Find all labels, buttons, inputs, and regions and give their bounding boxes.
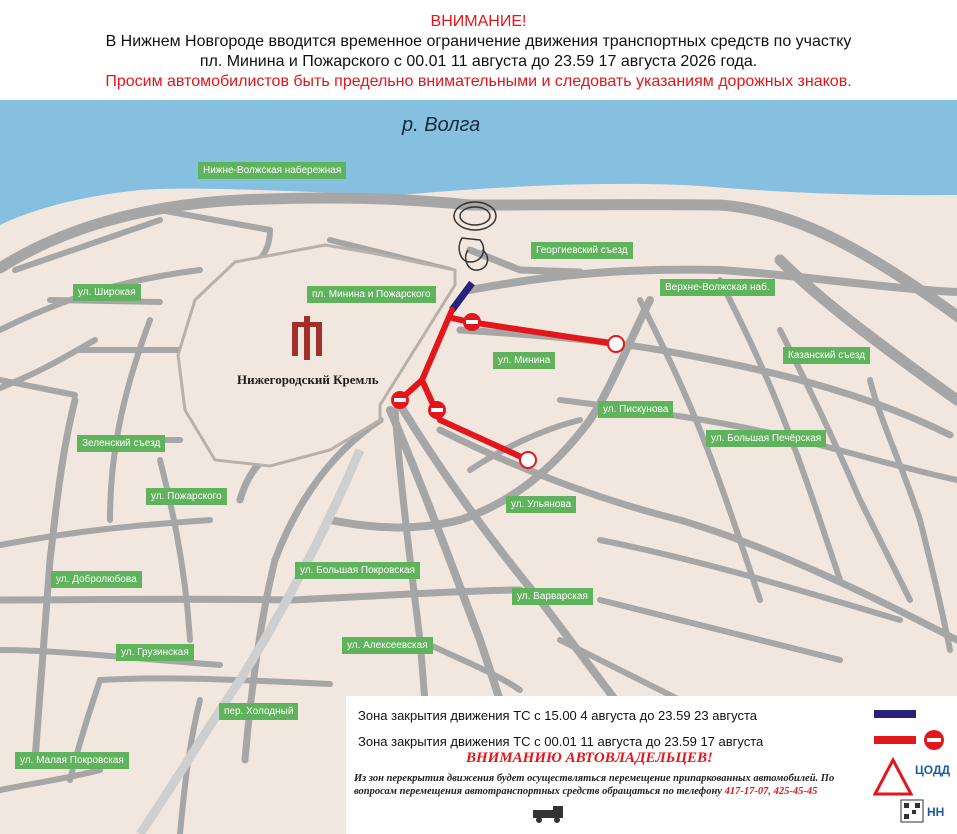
street-label: ул. Пожарского (146, 488, 227, 505)
street-label: Казанский съезд (783, 347, 870, 364)
street-label: ул. Широкая (73, 284, 141, 301)
codd-logo (873, 754, 951, 830)
street-label: ул. Пискунова (598, 401, 673, 418)
phone-numbers: 417-17-07, 425-45-45 (724, 786, 818, 797)
street-label: ул. Большая Покровская (295, 562, 420, 579)
notice-warning-line: Просим автомобилистов быть предельно внимательными и следовать указаниям дорожных знаков. (105, 73, 852, 90)
kremlin-label: Нижегородский Кремль (237, 372, 379, 387)
road (600, 600, 840, 660)
street-label: Верхне-Волжская наб. (660, 279, 775, 296)
codd-logo-icon (873, 754, 951, 830)
notice-line: пл. Минина и Пожарского с 00.01 11 августа до 23.59 17 августа 2026 года. (199, 53, 758, 70)
road (160, 210, 270, 230)
street-label: ул. Грузинская (116, 644, 194, 661)
road (160, 460, 190, 640)
notice-title: ВНИМАНИЕ! (430, 13, 527, 30)
closure-end-marker (608, 336, 624, 352)
street-label: ул. Варварская (512, 588, 593, 605)
road (420, 640, 520, 690)
street-label: пл. Минина и Пожарского (307, 286, 436, 303)
street-label: ул. Ульянова (506, 496, 576, 513)
street-label: Нижне-Волжская набережная (198, 162, 346, 179)
legend-zone-1: Зона закрытия движения ТС с 15.00 4 августа до 23.59 23 августа (358, 708, 758, 723)
tow-truck-icon (531, 802, 571, 826)
notice-line: В Нижнем Новгороде вводится временное ограничение движения транспортных средств по участку (105, 33, 852, 50)
street-label: ул. Малая Покровская (15, 752, 129, 769)
legend-panel (346, 696, 957, 834)
road (0, 590, 520, 600)
warning-title: ВНИМАНИЮ АВТОВЛАДЕЛЬЦЕВ! (466, 750, 713, 766)
street-label: пер. Холодный (219, 703, 298, 720)
road (100, 678, 330, 684)
kremlin-emblem (292, 316, 322, 360)
street-label: Зеленский съезд (77, 435, 165, 452)
street-label: ул. Минина (493, 352, 555, 369)
svg-text:НН: НН (927, 805, 945, 819)
legend-zone-2: Зона закрытия движения ТС с 00.01 11 августа до 23.59 17 августа (358, 734, 764, 749)
closure-end-marker (520, 452, 536, 468)
street-label: ул. Большая Печёрская (706, 430, 826, 447)
road (0, 770, 100, 790)
legend-swatches (874, 710, 954, 750)
road (560, 640, 680, 700)
street-label: Георгиевский съезд (531, 242, 633, 259)
road (600, 540, 900, 620)
svg-text:ЦОДД: ЦОДД (915, 763, 951, 777)
road (0, 380, 75, 395)
street-label: ул. Алексеевская (342, 637, 433, 654)
warning-note: Из зон перекрытия движения будет осуществляться перемещение припаркованных автомобилей. По вопросам перемещения автотранспортных средств обращаться по телефону 417-17-07, 425-45-45 (354, 773, 835, 797)
river-label: р. Волга (402, 114, 481, 136)
notice-header (0, 0, 957, 100)
street-label: ул. Добролюбова (51, 571, 142, 588)
